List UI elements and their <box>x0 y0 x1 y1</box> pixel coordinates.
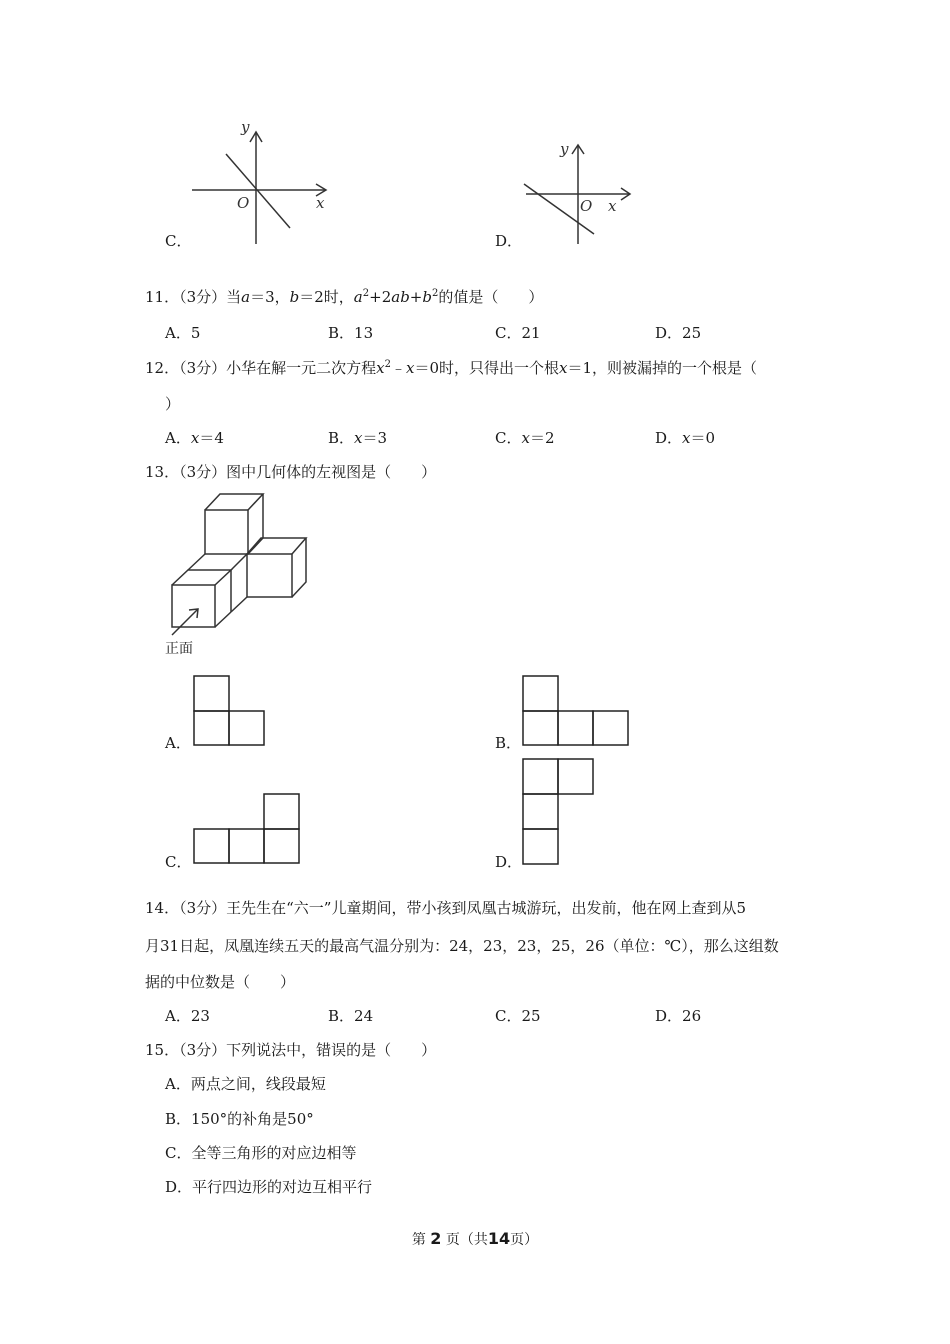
option-c-ylabel: y <box>241 118 250 136</box>
q12-number: 12． <box>145 359 180 377</box>
q12-option-a: A．x＝4 <box>165 429 224 447</box>
option-d-graph <box>520 140 640 250</box>
question-13: 13．（3分）图中几何体的左视图是（ ） <box>145 463 437 481</box>
q13-option-a-label: A． <box>165 734 191 752</box>
question-14-line2: 月31日起，凤凰连续五天的最高气温分别为：24，23，23，25，26（单位：℃），那么这组数 <box>145 937 779 955</box>
q15-option-b: B．150°的补角是50° <box>165 1110 314 1128</box>
q13-option-b-label: B． <box>495 734 522 752</box>
q14-option-c: C．25 <box>495 1007 541 1025</box>
question-14-line1: 14．（3分）王先生在“六一”儿童期间，带小孩到凤凰古城游玩，出发前，他在网上查到从5 <box>145 899 747 917</box>
q15-number: 15． <box>145 1041 180 1059</box>
q13-option-c-label: C． <box>165 853 192 871</box>
option-c-xlabel: x <box>316 194 325 212</box>
q12-option-d: D．x＝0 <box>655 429 716 447</box>
q11-option-a: A．5 <box>165 324 201 342</box>
q12-option-b: B．x＝3 <box>328 429 388 447</box>
question-12: 12．（3分）小华在解一元二次方程$x^2﹣x=0$时，只得出一个根x＝1，则被漏掉的一个根是（ <box>145 359 758 377</box>
q11-option-d: D．25 <box>655 324 702 342</box>
q15-option-c: C．全等三角形的对应边相等 <box>165 1144 357 1162</box>
page-footer: 第 2 页（共14页） <box>411 1229 539 1248</box>
question-15: 15．（3分）下列说法中，错误的是（ ） <box>145 1041 437 1059</box>
q11-number: 11． <box>145 288 180 306</box>
q13-option-c-figure <box>193 793 303 865</box>
q13-option-a-figure <box>193 675 268 747</box>
front-label: 正面 <box>165 641 193 657</box>
q12-line2: ） <box>165 395 181 413</box>
q14-number: 14． <box>145 899 180 917</box>
q13-option-b-figure <box>522 675 632 747</box>
option-c-graph <box>188 118 338 248</box>
option-d-origin: O <box>580 197 593 215</box>
q13-option-d-label: D． <box>495 853 523 871</box>
q14-option-b: B．24 <box>328 1007 374 1025</box>
option-d-label: D． <box>495 232 523 250</box>
q12-option-c: C．x＝2 <box>495 429 555 447</box>
q13-option-d-figure <box>522 758 597 866</box>
question-14-line3: 据的中位数是（ ） <box>145 973 296 991</box>
q15-option-a: A．两点之间，线段最短 <box>165 1075 326 1093</box>
option-c-label: C． <box>165 232 192 250</box>
q11-option-c: C．21 <box>495 324 541 342</box>
option-c-origin: O <box>237 194 250 212</box>
q15-option-d: D．平行四边形的对边互相平行 <box>165 1178 373 1196</box>
page-total: 14 <box>487 1229 511 1248</box>
question-11: 11．（3分）当a＝3，b＝2时，$a^2+2ab+b^2$的值是（ ） <box>145 288 544 306</box>
q14-option-a: A．23 <box>165 1007 210 1025</box>
option-d-xlabel: x <box>608 197 617 215</box>
q13-number: 13． <box>145 463 180 481</box>
option-d-ylabel: y <box>560 140 569 158</box>
page-number: 2 <box>430 1229 442 1248</box>
q14-option-d: D．26 <box>655 1007 702 1025</box>
q11-option-b: B．13 <box>328 324 374 342</box>
